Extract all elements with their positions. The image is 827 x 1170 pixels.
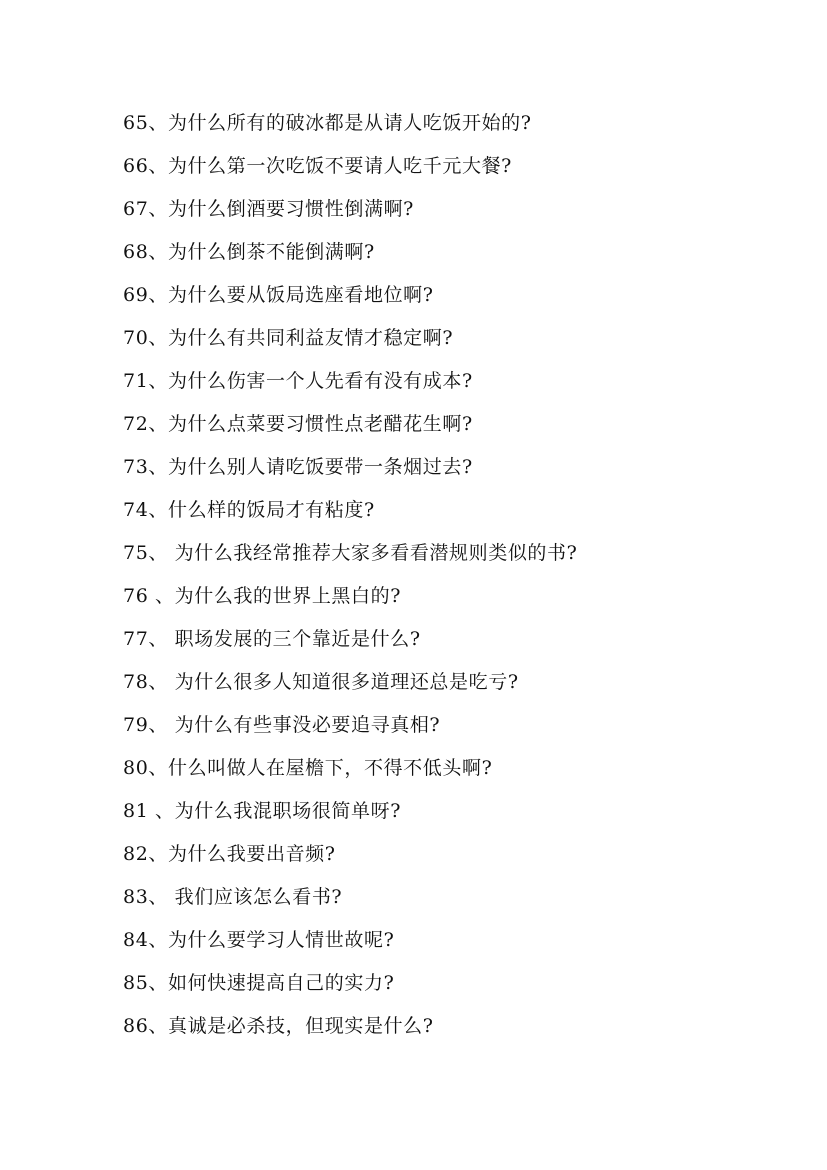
question-item: 72、为什么点菜要习惯性点老醋花生啊? [123,413,473,435]
question-item: 71、为什么伤害一个人先看有没有成本? [123,370,473,392]
question-item: 70、为什么有共同利益友情才稳定啊? [123,327,454,349]
question-item: 66、为什么第一次吃饭不要请人吃千元大餐? [123,155,512,177]
question-item: 75、 为什么我经常推荐大家多看看潜规则类似的书? [123,542,578,564]
question-item: 83、 我们应该怎么看书? [123,886,343,908]
question-item: 68、为什么倒茶不能倒满啊? [123,241,375,263]
question-item: 81 、为什么我混职场很简单呀? [123,800,402,822]
question-item: 74、什么样的饭局才有粘度? [123,499,375,521]
question-item: 84、为什么要学习人情世故呢? [123,929,395,951]
question-item: 80、什么叫做人在屋檐下，不得不低头啊? [123,757,493,779]
question-item: 76 、为什么我的世界上黑白的? [123,585,402,607]
question-item: 77、 职场发展的三个靠近是什么? [123,628,421,650]
question-item: 73、为什么别人请吃饭要带一条烟过去? [123,456,473,478]
question-item: 78、 为什么很多人知道很多道理还总是吃亏? [123,671,519,693]
question-item: 86、真诚是必杀技，但现实是什么? [123,1015,434,1037]
question-item: 82、为什么我要出音频? [123,843,336,865]
question-item: 85、如何快速提高自己的实力? [123,972,395,994]
question-item: 65、为什么所有的破冰都是从请人吃饭开始的? [123,112,532,134]
question-item: 79、 为什么有些事没必要追寻真相? [123,714,441,736]
question-item: 67、为什么倒酒要习惯性倒满啊? [123,198,414,220]
question-item: 69、为什么要从饭局选座看地位啊? [123,284,434,306]
question-list [123,106,577,1052]
